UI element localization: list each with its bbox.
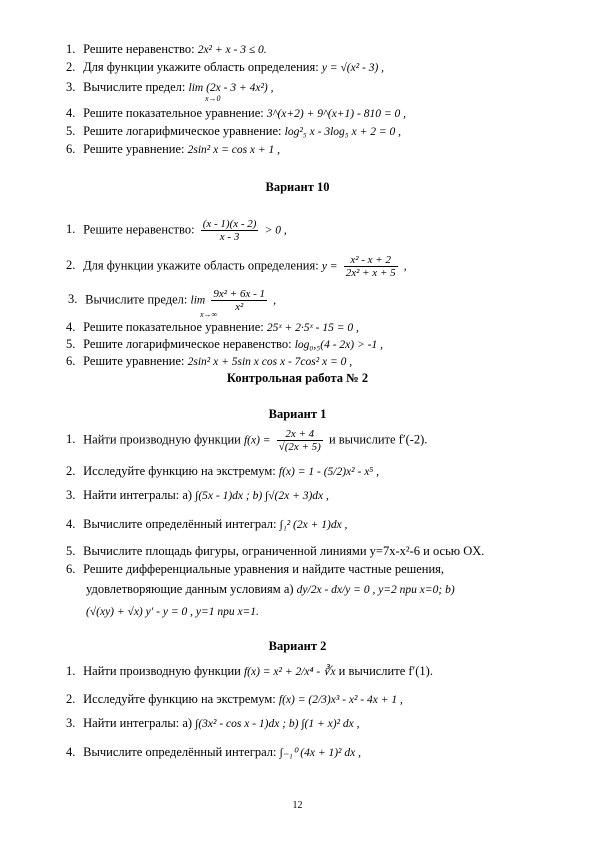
s1-item-4 (66, 106, 406, 121)
item-number: 3. (66, 488, 76, 502)
v1-item-6-line1 (66, 562, 444, 577)
item-expr: f(x) = 1 - (5/2)x² - x⁵ , (278, 466, 380, 478)
item-number: 1. (66, 664, 76, 678)
item-number: 5. (66, 124, 76, 138)
v2-item-2 (66, 692, 403, 707)
item-expr: 2sin² x + 5sin x cos x - 7cos² x = 0 , (187, 356, 353, 368)
variant2-title: Вариант 2 (268, 639, 327, 653)
item-tail: и вычислите f′(-2). (328, 432, 428, 447)
fraction-numerator: 2x + 4 (277, 428, 323, 441)
item-expr: ∫₋₁⁰ (4x + 1)² dx , (279, 747, 361, 759)
fraction (344, 254, 398, 279)
item-expr: ∫(5x - 1)dx ; b) ∫√(2x + 3)dx , (195, 490, 329, 502)
item-number: 3. (68, 292, 78, 307)
item-number: 1. (66, 432, 76, 447)
item-expr: f(x) = x² + 2/x⁴ - ∛x (243, 666, 336, 678)
item-number: 3. (66, 716, 76, 730)
v10-item-4 (66, 320, 359, 335)
v2-item-1 (66, 664, 433, 679)
v10-item-6 (66, 354, 352, 369)
item-number: 4. (66, 745, 76, 759)
fraction (277, 428, 323, 453)
item-number: 2. (66, 464, 76, 478)
item-text: Вычислите предел: (85, 292, 188, 307)
v1-item-1 (66, 428, 427, 453)
v1-item-2 (66, 464, 379, 479)
item-text: Решите уравнение: (83, 354, 185, 368)
item-number: 6. (66, 354, 76, 368)
fraction-denominator: √(2x + 5) (278, 441, 321, 453)
item-expr: log₀,₅(4 - 2x) > -1 , (294, 339, 383, 351)
variant10-title: Вариант 10 (265, 180, 330, 194)
item-text: Решите неравенство: (83, 42, 195, 56)
item-text: удовлетворяющие данным условиям а) (86, 582, 294, 596)
item-number: 1. (66, 222, 76, 237)
item-expr: 25ˣ + 2·5ˣ - 15 = 0 , (266, 322, 359, 334)
item-text: Вычислите площадь фигуры, ограниченной линиями y=7x-x²-6 и осью OX. (83, 544, 485, 558)
item-expr: log²₅ x - 3log₅ x + 2 = 0 , (284, 126, 402, 138)
s1-item-1 (66, 42, 267, 57)
v1-item-6-line2 (86, 582, 455, 597)
s1-item-3-sub (205, 94, 221, 103)
variant1-title: Вариант 1 (268, 407, 327, 421)
item-number: 4. (66, 517, 76, 531)
item-number: 3. (66, 80, 76, 94)
item-number: 2. (66, 692, 76, 706)
limit-subscript: x→0 (205, 94, 221, 103)
item-number: 5. (66, 337, 76, 351)
item-text: Решите логарифмическое уравнение: (83, 124, 282, 138)
item-text: Вычислите определённый интеграл: (83, 745, 277, 759)
item-text: Найти интегралы: а) (83, 488, 193, 502)
item-tail: > 0 , (264, 224, 287, 237)
v10-item-1 (66, 218, 287, 243)
item-number: 1. (66, 42, 76, 56)
v1-item-4 (66, 517, 347, 532)
item-number: 2. (66, 60, 76, 74)
limit-label: lim (190, 294, 206, 307)
item-text: Для функции укажите область определения: (83, 60, 319, 74)
item-text: Найти производную функции (83, 664, 241, 678)
item-text: Решите показательное уравнение: (83, 106, 264, 120)
limit-subscript: x→∞ (200, 310, 218, 319)
item-expr: dy/2x - dx/y = 0 , y=2 при x=0; b) (296, 584, 455, 596)
v10-item-3 (68, 288, 276, 313)
item-text: Найти интегралы: а) (83, 716, 193, 730)
item-expr: 3^(x+2) + 9^(x+1) - 810 = 0 , (266, 108, 406, 120)
item-number: 6. (66, 142, 76, 156)
item-text: Решите неравенство: (83, 222, 195, 237)
item-tail: и вычислите f′(1). (338, 664, 433, 678)
s1-item-6 (66, 142, 280, 157)
v10-item-2 (66, 254, 407, 279)
item-lhs: f(x) = (243, 434, 271, 447)
item-expr: lim (2x - 3 + 4x²) , (188, 82, 274, 94)
item-number: 2. (66, 258, 76, 273)
item-tail: , (273, 294, 276, 307)
fraction (201, 218, 259, 243)
s1-item-3 (66, 80, 274, 95)
item-expr: f(x) = (2/3)x³ - x² - 4x + 1 , (278, 694, 403, 706)
v10-item-3-sub (200, 306, 217, 321)
v10-item-5 (66, 337, 383, 352)
s1-item-5 (66, 124, 401, 139)
item-expr: (√(xy) + √x) y′ - y = 0 , y=1 при x=1. (86, 606, 259, 618)
item-expr: ∫₁² (2x + 1)dx , (279, 519, 348, 531)
page-number: 12 (292, 800, 303, 811)
item-expr: 2x² + x - 3 ≤ 0. (197, 44, 267, 56)
item-tail: , (403, 260, 407, 273)
fraction-numerator: 9x² + 6x - 1 (213, 288, 265, 300)
item-expr: y = √(x² - 3) , (321, 62, 385, 74)
item-lhs: y = (321, 260, 338, 273)
item-text: Вычислите предел: (83, 80, 186, 94)
item-text: Вычислите определённый интеграл: (83, 517, 277, 531)
v2-item-4 (66, 745, 361, 760)
item-text: Решите дифференциальные уравнения и найдите частные решения, (83, 562, 445, 576)
v1-item-5 (66, 544, 484, 559)
item-number: 4. (66, 106, 76, 120)
control-work-title: Контрольная работа № 2 (226, 371, 369, 385)
item-number: 4. (66, 320, 76, 334)
fraction-denominator: 2x² + x + 5 (345, 267, 396, 279)
item-number: 6. (66, 562, 76, 576)
v1-item-6-line3 (86, 604, 259, 619)
item-expr: 2sin² x = cos x + 1 , (187, 144, 281, 156)
item-text: Решите уравнение: (83, 142, 185, 156)
fraction-denominator: x - 3 (219, 231, 240, 243)
item-number: 5. (66, 544, 76, 558)
v1-item-3 (66, 488, 329, 503)
v2-item-3 (66, 716, 360, 731)
item-text: Исследуйте функцию на экстремум: (83, 464, 276, 478)
item-text: Решите показательное уравнение: (83, 320, 264, 334)
fraction-denominator: x² (235, 301, 244, 313)
item-text: Решите логарифмическое неравенство: (83, 337, 292, 351)
fraction (211, 288, 267, 313)
item-text: Исследуйте функцию на экстремум: (83, 692, 276, 706)
item-text: Найти производную функции (83, 432, 241, 447)
item-expr: ∫(3x² - cos x - 1)dx ; b) ∫(1 + x)² dx , (195, 718, 360, 730)
item-text: Для функции укажите область определения: (83, 258, 319, 273)
fraction-numerator: x² - x + 2 (344, 254, 398, 267)
s1-item-2 (66, 60, 384, 75)
fraction-numerator: (x - 1)(x - 2) (202, 218, 257, 230)
